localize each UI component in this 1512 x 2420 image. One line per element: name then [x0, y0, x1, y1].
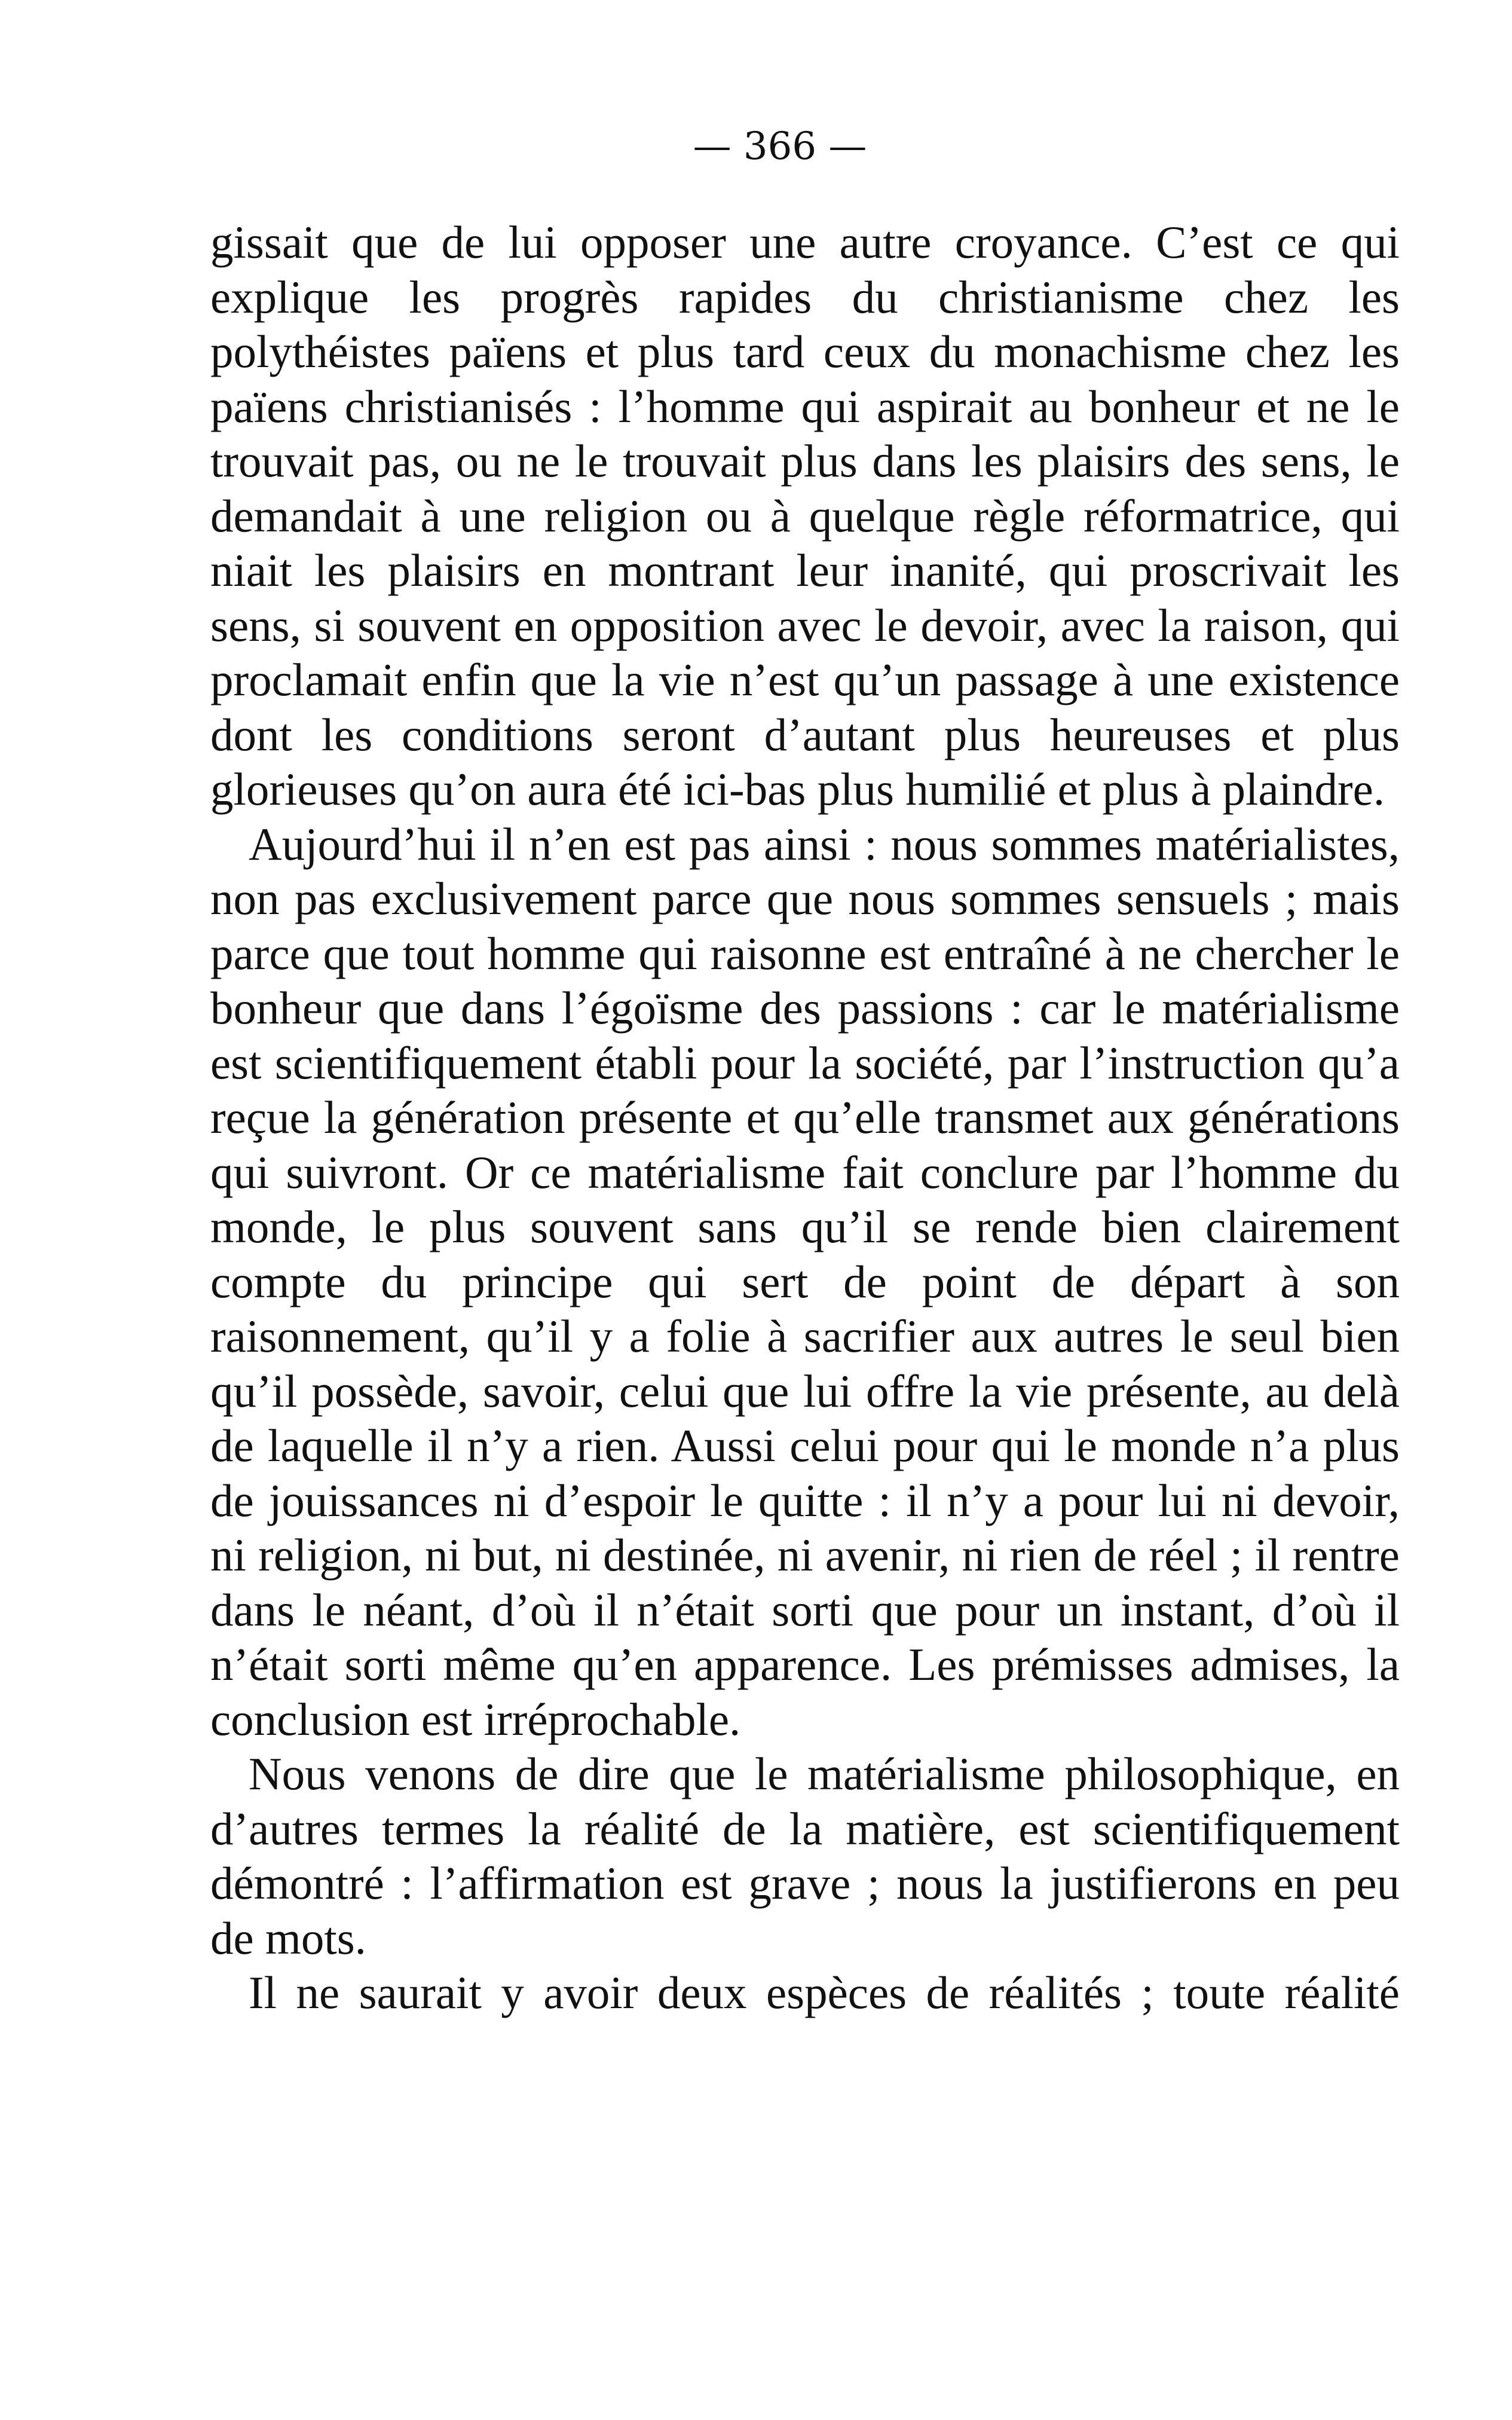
- page-number: — 366 —: [693, 124, 867, 169]
- paragraph: Nous venons de dire que le matérialisme philosophique, en d’autres termes la réalité de la matière, est scientifiquement démontré : l’affirmation est grave ; nous la justifierons en peu de mots.: [210, 1748, 1400, 1964]
- paragraph: Aujourd’hui il n’en est pas ainsi : nous sommes matérialistes, non pas exclusivement parce que nous sommes sensuels ; mais parce que tout homme qui raisonne est entraîné à ne chercher le bonheur que dans l’égoïsme des passions : car le matérialisme est scientifiquement établi pour la société, par l’instruction qu’a reçue la génération présente et qu’elle transmet aux générations qui suivront. Or ce matérialisme fait conclure par l’homme du monde, le plus souvent sans qu’il se rende bien clairement compte du principe qui sert de point de départ à son raisonnement, qu’il y a folie à sacrifier aux autres le seul bien qu’il possède, savoir, celui que lui offre la vie présente, au delà de laquelle il n’y a rien. Aussi celui pour qui le monde n’a plus de jouissances ni d’espoir le quitte : il n’y a pour lui ni devoir, ni religion, ni but, ni destinée, ni avenir, ni rien de réel ; il rentre dans le néant, d’où il n’était sorti que pour un instant, d’où il n’était sorti même qu’en apparence. Les prémisses admises, la conclusion est irréprochable.: [210, 818, 1400, 1745]
- paragraph-continued: gissait que de lui opposer une autre croyance. C’est ce qui explique les progrès rapides du christianisme chez les polythéistes païens et plus tard ceux du monachisme chez les païens christianisés : l’homme qui aspirait au bonheur et ne le trouvait pas, ou ne le trouvait plus dans les plaisirs des sens, le demandait à une religion ou à quelque règle réformatrice, qui niait les plaisirs en montrant leur inanité, qui proscrivait les sens, si souvent en opposition avec le devoir, avec la raison, qui proclamait enfin que la vie n’est qu’un passage à une existence dont les conditions seront d’autant plus heureuses et plus glorieuses qu’on aura été ici-bas plus humilié et plus à plaindre.: [210, 216, 1400, 815]
- body-text: [210, 215, 1400, 2021]
- paragraph: Il ne saurait y avoir deux espèces de réalités ; toute réalité: [249, 1967, 1400, 2018]
